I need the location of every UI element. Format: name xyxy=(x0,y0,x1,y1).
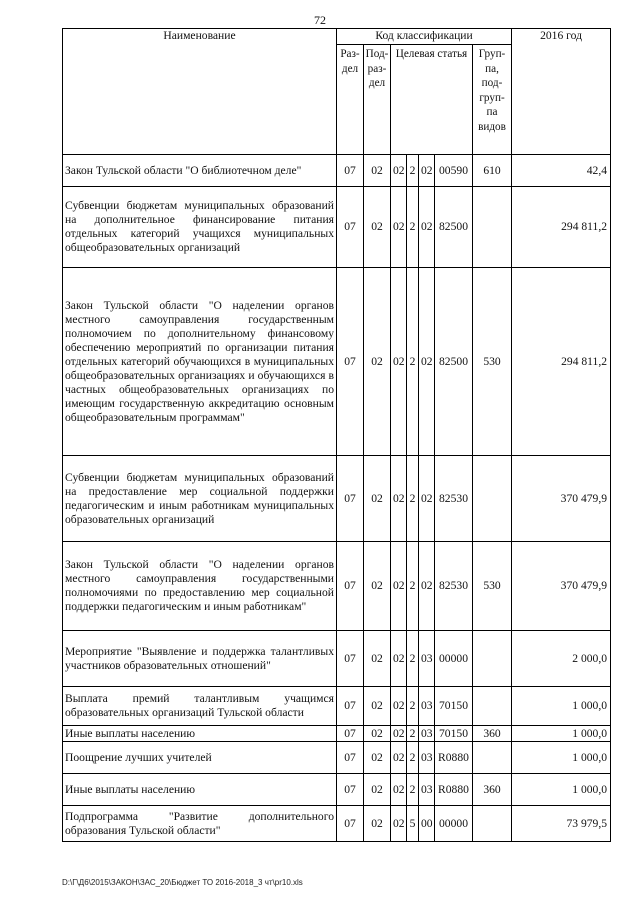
cell-podrazdel: 02 xyxy=(364,155,391,187)
row-name: Поощрение лучших учителей xyxy=(63,742,337,774)
cell-target-4: 82500 xyxy=(435,187,473,268)
cell-target-3: 03 xyxy=(419,774,435,806)
cell-target-3: 02 xyxy=(419,456,435,542)
cell-target-3: 02 xyxy=(419,155,435,187)
cell-amount: 370 479,9 xyxy=(512,542,611,631)
row-name: Закон Тульской области "О наделении органов местного самоуправления государственными полномочиями по предоставлению мер социальной поддержки педагогическим и иным работникам" xyxy=(63,542,337,631)
table-row xyxy=(63,774,611,806)
table-row xyxy=(63,155,611,187)
cell-group xyxy=(473,631,512,687)
cell-razdel: 07 xyxy=(337,155,364,187)
cell-group xyxy=(473,687,512,726)
table-row xyxy=(63,687,611,726)
cell-target-2: 2 xyxy=(407,155,419,187)
cell-target-3: 03 xyxy=(419,742,435,774)
cell-amount: 2 000,0 xyxy=(512,631,611,687)
cell-target-2: 2 xyxy=(407,542,419,631)
cell-target-2: 2 xyxy=(407,726,419,742)
row-name: Выплата премий талантливым учащимся образовательных организаций Тульской области xyxy=(63,687,337,726)
table-row xyxy=(63,631,611,687)
cell-amount: 294 811,2 xyxy=(512,268,611,456)
cell-group: 360 xyxy=(473,726,512,742)
cell-target-1: 02 xyxy=(391,687,407,726)
cell-razdel: 07 xyxy=(337,774,364,806)
cell-target-4: 70150 xyxy=(435,726,473,742)
cell-razdel: 07 xyxy=(337,456,364,542)
table-row xyxy=(63,726,611,742)
cell-target-1: 02 xyxy=(391,542,407,631)
cell-target-4: 70150 xyxy=(435,687,473,726)
file-path-footer: D:\Г\Д6\2015\ЗАКОН\ЗАС_20\Бюджет ТО 2016-2018_3 чт\pr10.xls xyxy=(62,878,303,887)
table-row xyxy=(63,268,611,456)
cell-target-2: 2 xyxy=(407,456,419,542)
cell-target-4: 00590 xyxy=(435,155,473,187)
row-name: Субвенции бюджетам муниципальных образований на предоставление мер социальной поддержки педагогическим и иным работникам муниципальных образовательных организаций xyxy=(63,456,337,542)
table-row xyxy=(63,542,611,631)
cell-podrazdel: 02 xyxy=(364,456,391,542)
cell-amount: 42,4 xyxy=(512,155,611,187)
budget-table xyxy=(62,28,611,842)
cell-razdel: 07 xyxy=(337,268,364,456)
header-razdel: Раз- дел xyxy=(337,45,364,155)
cell-target-3: 03 xyxy=(419,631,435,687)
cell-target-3: 02 xyxy=(419,542,435,631)
header-podrazdel: Под- раз- дел xyxy=(364,45,391,155)
cell-target-1: 02 xyxy=(391,806,407,842)
cell-group xyxy=(473,806,512,842)
cell-podrazdel: 02 xyxy=(364,742,391,774)
cell-podrazdel: 02 xyxy=(364,687,391,726)
row-name: Подпрограмма "Развитие дополнительного образования Тульской области" xyxy=(63,806,337,842)
table-row xyxy=(63,742,611,774)
cell-razdel: 07 xyxy=(337,742,364,774)
table-row xyxy=(63,806,611,842)
cell-podrazdel: 02 xyxy=(364,774,391,806)
cell-razdel: 07 xyxy=(337,726,364,742)
cell-razdel: 07 xyxy=(337,687,364,726)
cell-podrazdel: 02 xyxy=(364,806,391,842)
cell-target-1: 02 xyxy=(391,742,407,774)
cell-razdel: 07 xyxy=(337,806,364,842)
row-name: Закон Тульской области "О библиотечном деле" xyxy=(63,155,337,187)
row-name: Мероприятие "Выявление и поддержка талантливых участников образовательных отношений" xyxy=(63,631,337,687)
cell-target-3: 02 xyxy=(419,187,435,268)
cell-target-4: 82530 xyxy=(435,542,473,631)
cell-target-4: 82500 xyxy=(435,268,473,456)
cell-target-3: 03 xyxy=(419,687,435,726)
page-number: 72 xyxy=(314,13,326,27)
cell-target-3: 03 xyxy=(419,726,435,742)
header-group: Груп- па, под- груп- па видов xyxy=(473,45,512,155)
row-name: Закон Тульской области "О наделении органов местного самоуправления государственным полномочием по дополнительному финансовому обеспечению мероприятий по организации питания отдельных категорий обучающихся в муниципальных общеобразовательных организациях и обучающихся в частных общеобразовательных организациях по имеющим государственную аккредитацию основным общеобразовательным программам" xyxy=(63,268,337,456)
cell-razdel: 07 xyxy=(337,542,364,631)
cell-podrazdel: 02 xyxy=(364,268,391,456)
cell-target-3: 00 xyxy=(419,806,435,842)
cell-amount: 370 479,9 xyxy=(512,456,611,542)
cell-group xyxy=(473,456,512,542)
cell-target-4: 82530 xyxy=(435,456,473,542)
cell-amount: 294 811,2 xyxy=(512,187,611,268)
row-name: Иные выплаты населению xyxy=(63,774,337,806)
cell-target-1: 02 xyxy=(391,631,407,687)
header-year: 2016 год xyxy=(512,29,611,155)
cell-razdel: 07 xyxy=(337,631,364,687)
cell-target-2: 2 xyxy=(407,742,419,774)
header-classification: Код классификации xyxy=(337,29,512,45)
cell-target-2: 2 xyxy=(407,631,419,687)
row-name: Иные выплаты населению xyxy=(63,726,337,742)
cell-target-4: 00000 xyxy=(435,631,473,687)
cell-group: 530 xyxy=(473,542,512,631)
header-target: Целевая статья xyxy=(391,45,473,155)
cell-podrazdel: 02 xyxy=(364,187,391,268)
cell-target-1: 02 xyxy=(391,726,407,742)
cell-target-2: 2 xyxy=(407,687,419,726)
cell-target-2: 5 xyxy=(407,806,419,842)
cell-target-2: 2 xyxy=(407,187,419,268)
cell-target-1: 02 xyxy=(391,456,407,542)
cell-amount: 1 000,0 xyxy=(512,774,611,806)
cell-group: 530 xyxy=(473,268,512,456)
cell-target-1: 02 xyxy=(391,187,407,268)
cell-group xyxy=(473,187,512,268)
row-name: Субвенции бюджетам муниципальных образований на дополнительное финансирование питания отдельных категорий учащихся муниципальных общеобразовательных организаций xyxy=(63,187,337,268)
table-row xyxy=(63,187,611,268)
table-row xyxy=(63,456,611,542)
cell-target-4: R0880 xyxy=(435,742,473,774)
cell-group: 610 xyxy=(473,155,512,187)
cell-podrazdel: 02 xyxy=(364,726,391,742)
cell-podrazdel: 02 xyxy=(364,542,391,631)
cell-group: 360 xyxy=(473,774,512,806)
cell-amount: 1 000,0 xyxy=(512,687,611,726)
cell-amount: 1 000,0 xyxy=(512,726,611,742)
cell-target-2: 2 xyxy=(407,268,419,456)
cell-amount: 1 000,0 xyxy=(512,742,611,774)
cell-razdel: 07 xyxy=(337,187,364,268)
header-name: Наименование xyxy=(63,29,337,155)
cell-target-4: R0880 xyxy=(435,774,473,806)
cell-target-3: 02 xyxy=(419,268,435,456)
cell-target-1: 02 xyxy=(391,155,407,187)
cell-podrazdel: 02 xyxy=(364,631,391,687)
cell-group xyxy=(473,742,512,774)
cell-target-4: 00000 xyxy=(435,806,473,842)
cell-target-2: 2 xyxy=(407,774,419,806)
cell-target-1: 02 xyxy=(391,774,407,806)
cell-amount: 73 979,5 xyxy=(512,806,611,842)
cell-target-1: 02 xyxy=(391,268,407,456)
